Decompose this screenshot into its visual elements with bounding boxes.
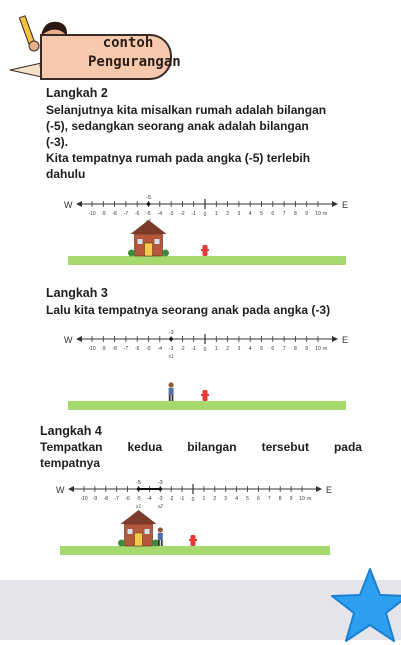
number-line-scene-3 bbox=[50, 475, 340, 560]
tick-label: 10 bbox=[299, 496, 305, 502]
tick-label: -3 bbox=[158, 496, 163, 502]
tick-label: -9 bbox=[92, 496, 98, 502]
tick-label: 5 bbox=[260, 346, 263, 352]
tick-label: 8 bbox=[294, 211, 297, 217]
tick-label: 2 bbox=[213, 496, 217, 502]
tick-label: 8 bbox=[294, 346, 297, 352]
step2-text bbox=[46, 102, 364, 182]
tick-label: 5 bbox=[260, 211, 263, 217]
tick-label: 4 bbox=[235, 496, 238, 502]
tick-label: 1 bbox=[214, 346, 218, 352]
arrow-right-icon bbox=[332, 201, 338, 207]
fire-hydrant-icon bbox=[201, 245, 209, 256]
position-subscript-label: s1 bbox=[168, 354, 174, 360]
tick-label: -4 bbox=[157, 211, 163, 217]
tick-label: -5 bbox=[136, 496, 141, 502]
step4-text bbox=[40, 439, 362, 471]
step2-line: (-5), sedangkan seorang anak adalah bilangan bbox=[46, 119, 309, 133]
east-label: E bbox=[342, 200, 349, 210]
west-label: W bbox=[64, 335, 73, 345]
tick-label: -9 bbox=[101, 346, 106, 352]
lesson-title-line1: contoh bbox=[102, 35, 154, 51]
tick-label: 7 bbox=[282, 211, 286, 217]
tick-label: 5 bbox=[246, 496, 249, 502]
tick-label: 0 bbox=[191, 497, 195, 503]
tick-label: -6 bbox=[134, 211, 140, 217]
marked-value-label: -3 bbox=[168, 330, 174, 336]
tick-label: 4 bbox=[248, 346, 252, 352]
number-line-scene-2 bbox=[58, 325, 356, 415]
tick-label: -1 bbox=[191, 211, 196, 217]
step2-line: Kita tempatnya rumah pada angka (-5) terlebih bbox=[46, 151, 311, 165]
tick-label: 4 bbox=[248, 211, 252, 217]
tick-label: -5 bbox=[146, 211, 151, 217]
tick-label: 10 bbox=[315, 211, 321, 217]
unit-label: m bbox=[307, 496, 312, 502]
fire-hydrant-icon bbox=[201, 390, 209, 401]
tick-label: 9 bbox=[305, 211, 309, 217]
west-label: W bbox=[64, 200, 73, 210]
arrow-left-icon bbox=[68, 486, 74, 492]
tick-label: -8 bbox=[112, 346, 117, 352]
tick-label: 2 bbox=[226, 211, 229, 217]
tick-label: -10 bbox=[80, 496, 88, 502]
tick-label: 9 bbox=[305, 346, 309, 352]
step3-title: Langkah 3 bbox=[46, 286, 108, 300]
tick-label: -6 bbox=[134, 346, 140, 352]
lesson-title-line2: Pengurangan bbox=[88, 54, 181, 70]
arrow-left-icon bbox=[76, 201, 82, 207]
west-label: W bbox=[56, 485, 65, 495]
tick-label: -6 bbox=[125, 496, 130, 502]
tick-label: -2 bbox=[168, 496, 174, 502]
grass-ground bbox=[68, 256, 346, 265]
tick-label: 7 bbox=[267, 496, 271, 502]
tick-label: -7 bbox=[114, 496, 119, 502]
tick-label: 7 bbox=[282, 346, 286, 352]
position-subscript-label: s1 bbox=[135, 504, 142, 510]
tick-label: 3 bbox=[237, 211, 241, 217]
position-subscript-label: s2 bbox=[157, 504, 163, 510]
arrow-right-icon bbox=[316, 486, 322, 492]
tick-label: 9 bbox=[289, 496, 293, 502]
tick-label: -1 bbox=[179, 496, 185, 502]
tick-label: -4 bbox=[157, 346, 163, 352]
marked-value-label: -5 bbox=[136, 480, 141, 486]
child-icon bbox=[169, 382, 174, 401]
east-label: E bbox=[342, 335, 349, 345]
tick-label: -4 bbox=[147, 496, 152, 502]
tick-label: -7 bbox=[123, 211, 129, 217]
tick-label: 10 bbox=[315, 346, 321, 352]
house-icon bbox=[118, 510, 159, 547]
tick-label: 3 bbox=[224, 496, 228, 502]
tick-label: 6 bbox=[271, 346, 275, 352]
number-line-scene-1 bbox=[58, 190, 356, 270]
arrow-left-icon bbox=[76, 336, 82, 342]
tick-label: 0 bbox=[203, 347, 207, 353]
tick-label: -2 bbox=[180, 211, 185, 217]
tick-label: -7 bbox=[123, 346, 129, 352]
tick-label: -2 bbox=[180, 346, 185, 352]
tick-label: -8 bbox=[103, 496, 109, 502]
step4-title: Langkah 4 bbox=[40, 424, 102, 438]
unit-label: m bbox=[323, 346, 328, 352]
tick-label: -1 bbox=[191, 346, 196, 352]
step2-line: (-3). bbox=[46, 135, 68, 149]
tick-label: -3 bbox=[168, 346, 174, 352]
step4-line: tempatnya bbox=[40, 456, 101, 470]
tick-label: -9 bbox=[101, 211, 106, 217]
star-icon bbox=[330, 565, 401, 645]
unit-label: m bbox=[323, 211, 328, 217]
tick-label: 6 bbox=[271, 211, 275, 217]
step2-title: Langkah 2 bbox=[46, 86, 108, 100]
marked-value-label: -3 bbox=[157, 480, 163, 486]
tick-label: 6 bbox=[257, 496, 260, 502]
position-dot bbox=[147, 202, 151, 206]
fire-hydrant-icon bbox=[189, 535, 197, 546]
grass-ground bbox=[68, 401, 346, 410]
grass-ground bbox=[60, 546, 330, 555]
tick-label: -10 bbox=[88, 211, 96, 217]
step3-text: Lalu kita tempatnya seorang anak pada angka (-3) bbox=[46, 303, 331, 317]
house-icon bbox=[128, 220, 169, 257]
step4-line: Tempatkan kedua bilangan tersebut pada bbox=[40, 440, 362, 454]
tick-label: 1 bbox=[214, 211, 218, 217]
step2-line: Selanjutnya kita misalkan rumah adalah bilangan bbox=[46, 103, 327, 117]
tick-label: 0 bbox=[203, 212, 207, 218]
arrow-right-icon bbox=[332, 336, 338, 342]
tick-label: 3 bbox=[237, 346, 241, 352]
tick-label: 2 bbox=[226, 346, 229, 352]
child-icon bbox=[158, 527, 163, 546]
tick-label: 8 bbox=[278, 496, 282, 502]
position-dot bbox=[169, 337, 173, 341]
east-label: E bbox=[326, 485, 333, 495]
step2-line: dahulu bbox=[46, 167, 86, 181]
tick-label: -8 bbox=[112, 211, 117, 217]
tick-label: -10 bbox=[88, 346, 96, 352]
tick-label: -3 bbox=[168, 211, 174, 217]
tick-label: 1 bbox=[202, 496, 206, 502]
tick-label: -5 bbox=[146, 346, 151, 352]
marked-value-label: -5 bbox=[146, 195, 151, 201]
